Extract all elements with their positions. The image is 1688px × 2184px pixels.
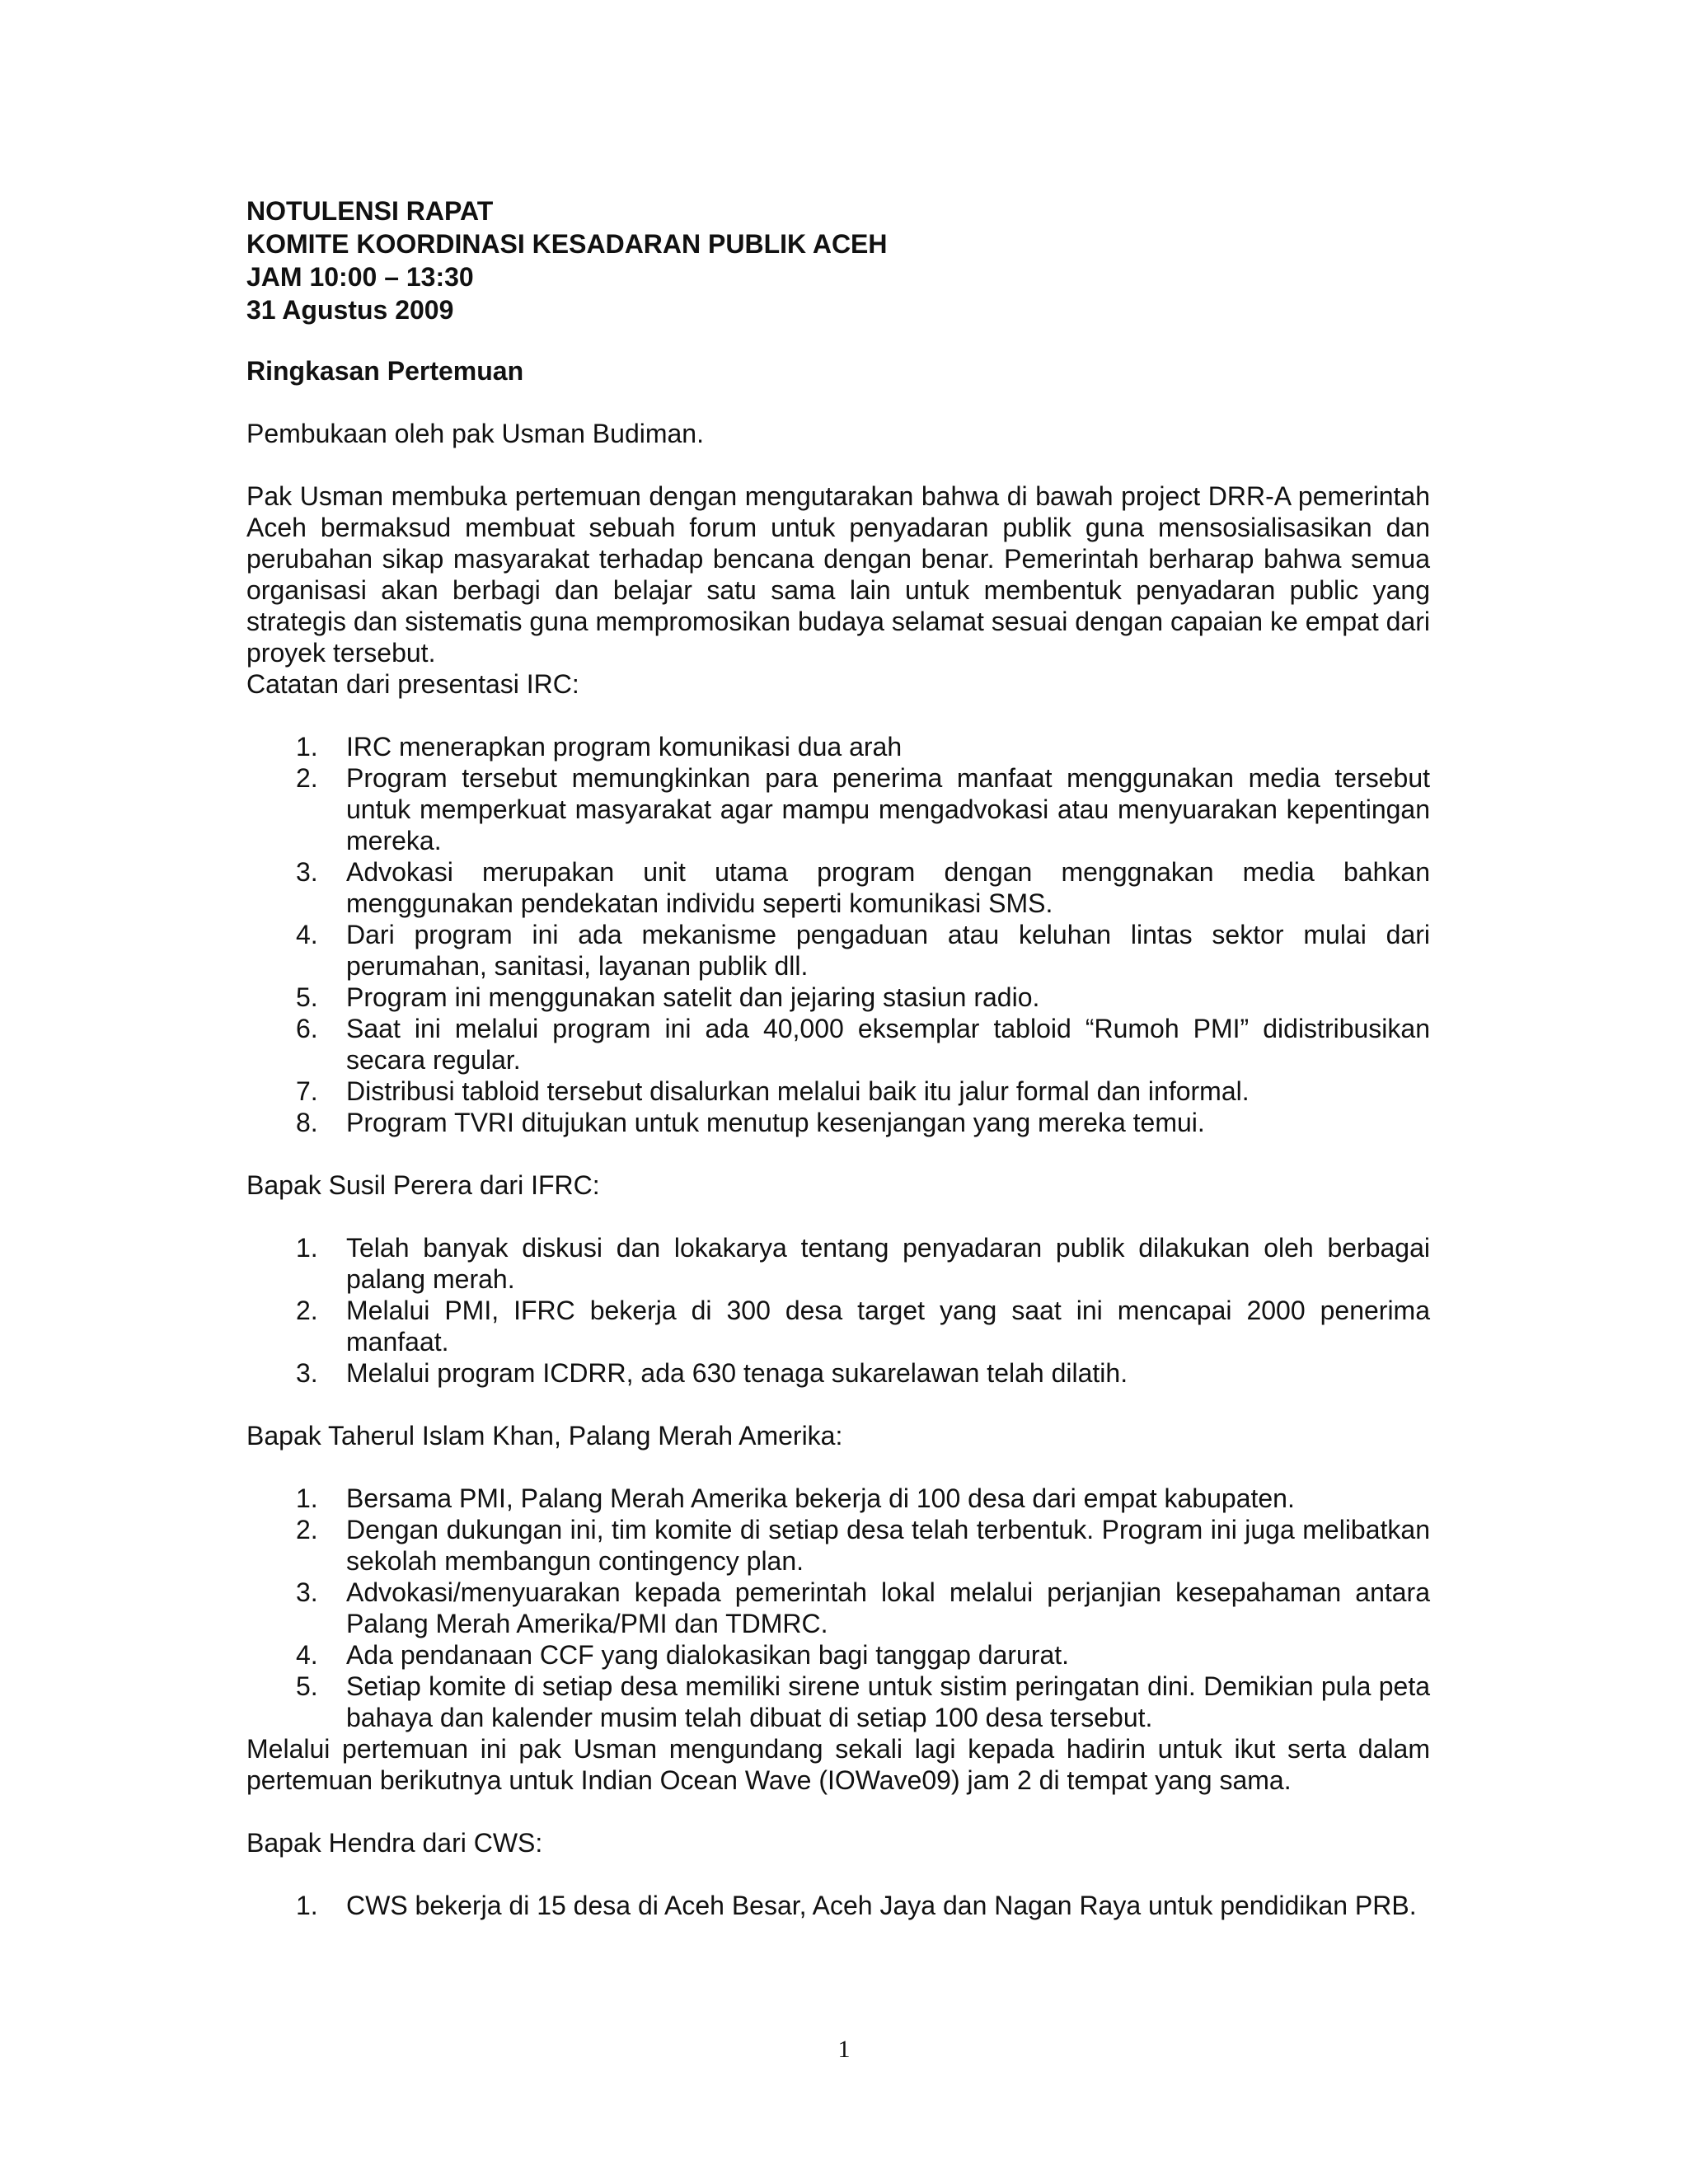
list-item xyxy=(246,1483,1430,1514)
list-text: Melalui PMI, IFRC bekerja di 300 desa target yang saat ini mencapai 2000 penerima manfaat. xyxy=(346,1296,1430,1357)
list-text: Program tersebut memungkinkan para penerima manfaat menggunakan media tersebut untuk memperkuat masyarakat agar mampu mengadvokasi atau menyuarakan kepentingan mereka. xyxy=(346,763,1430,855)
list-text: Setiap komite di setiap desa memiliki sirene untuk sistim peringatan dini. Demikian pula peta bahaya dan kalender musim telah dibuat di setiap 100 desa tersebut. xyxy=(346,1671,1430,1732)
list-item xyxy=(246,1577,1430,1639)
irc-list xyxy=(246,731,1430,1138)
header-date: 31 Agustus 2009 xyxy=(246,295,454,325)
list-text: Advokasi/menyuarakan kepada pemerintah lokal melalui perjanjian kesepahaman antara Palang Merah Amerika/PMI dan TDMRC. xyxy=(346,1577,1430,1638)
intro-paragraph: Pak Usman membuka pertemuan dengan mengutarakan bahwa di bawah project DRR-A pemerintah Aceh bermaksud membuat sebuah forum untuk penyadaran publik guna mensosialisasikan dan perubahan sikap masyarakat terhadap bencana dengan benar. Pemerintah berharap bahwa semua organisasi akan berbagi dan belajar satu sama lain untuk membentuk penyadaran public yang strategis dan sistematis guna mempromosikan budaya selamat sesuai dengan capaian ke empat dari proyek tersebut. xyxy=(246,481,1430,668)
opening-line: Pembukaan oleh pak Usman Budiman. xyxy=(246,419,704,448)
list-item xyxy=(246,762,1430,856)
list-number: 2. xyxy=(296,1515,318,1544)
list-text: Distribusi tabloid tersebut disalurkan melalui baik itu jalur formal dan informal. xyxy=(346,1076,1250,1106)
irc-label: Catatan dari presentasi IRC: xyxy=(246,669,579,699)
list-text: Program TVRI ditujukan untuk menutup kesenjangan yang mereka temui. xyxy=(346,1108,1205,1137)
list-text: Melalui program ICDRR, ada 630 tenaga sukarelawan telah dilatih. xyxy=(346,1358,1128,1388)
list-item xyxy=(246,1890,1430,1921)
list-item xyxy=(246,1295,1430,1357)
list-number: 8. xyxy=(296,1108,318,1137)
header-committee: KOMITE KOORDINASI KESADARAN PUBLIK ACEH xyxy=(246,229,888,259)
list-item xyxy=(246,1232,1430,1295)
list-number: 4. xyxy=(296,920,318,949)
list-number: 1. xyxy=(296,1891,318,1920)
list-item xyxy=(246,1107,1430,1138)
list-number: 7. xyxy=(296,1076,318,1106)
summary-title: Ringkasan Pertemuan xyxy=(246,356,524,386)
page-number: 1 xyxy=(837,2036,851,2063)
list-text: Bersama PMI, Palang Merah Amerika bekerja di 100 desa dari empat kabupaten. xyxy=(346,1483,1295,1513)
list-text: Saat ini melalui program ini ada 40,000 eksemplar tabloid “Rumoh PMI” didistribusikan secara regular. xyxy=(346,1014,1430,1075)
list-item xyxy=(246,856,1430,919)
list-number: 1. xyxy=(296,1233,318,1263)
list-text: Dari program ini ada mekanisme pengaduan atau keluhan lintas sektor mulai dari perumahan, sanitasi, layanan publik dll. xyxy=(346,920,1430,981)
document-header xyxy=(246,194,1430,326)
header-time: JAM 10:00 – 13:30 xyxy=(246,262,474,292)
list-number: 6. xyxy=(296,1014,318,1043)
list-item xyxy=(246,1671,1430,1733)
cws-list xyxy=(246,1890,1430,1921)
list-number: 1. xyxy=(296,1483,318,1513)
list-item xyxy=(246,1639,1430,1671)
ifrc-label: Bapak Susil Perera dari IFRC: xyxy=(246,1170,600,1200)
list-text: Dengan dukungan ini, tim komite di setiap desa telah terbentuk. Program ini juga melibatkan sekolah membangun contingency plan. xyxy=(346,1515,1430,1576)
list-text: Telah banyak diskusi dan lokakarya tentang penyadaran publik dilakukan oleh berbagai palang merah. xyxy=(346,1233,1430,1294)
list-item xyxy=(246,1076,1430,1107)
list-number: 5. xyxy=(296,982,318,1012)
invitation-paragraph: Melalui pertemuan ini pak Usman mengundang sekali lagi kepada hadirin untuk ikut serta dalam pertemuan berikutnya untuk Indian Ocean Wave (IOWave09) jam 2 di tempat yang sama. xyxy=(246,1734,1430,1795)
list-number: 2. xyxy=(296,763,318,793)
list-text: Program ini menggunakan satelit dan jejaring stasiun radio. xyxy=(346,982,1040,1012)
list-number: 3. xyxy=(296,1577,318,1607)
cws-label: Bapak Hendra dari CWS: xyxy=(246,1828,543,1858)
american-red-cross-label: Bapak Taherul Islam Khan, Palang Merah Amerika: xyxy=(246,1421,843,1451)
list-number: 1. xyxy=(296,732,318,762)
list-item xyxy=(246,1357,1430,1389)
list-item xyxy=(246,1013,1430,1076)
list-item xyxy=(246,919,1430,982)
list-text: IRC menerapkan program komunikasi dua arah xyxy=(346,732,903,762)
list-number: 2. xyxy=(296,1296,318,1325)
ifrc-list xyxy=(246,1232,1430,1389)
header-title: NOTULENSI RAPAT xyxy=(246,196,494,226)
list-item xyxy=(246,982,1430,1013)
list-number: 3. xyxy=(296,857,318,887)
list-number: 5. xyxy=(296,1671,318,1701)
list-item xyxy=(246,1514,1430,1577)
list-number: 4. xyxy=(296,1640,318,1670)
list-text: CWS bekerja di 15 desa di Aceh Besar, Aceh Jaya dan Nagan Raya untuk pendidikan PRB. xyxy=(346,1891,1417,1920)
list-text: Advokasi merupakan unit utama program dengan menggnakan media bahkan menggunakan pendekatan individu seperti komunikasi SMS. xyxy=(346,857,1430,918)
list-item xyxy=(246,731,1430,762)
list-text: Ada pendanaan CCF yang dialokasikan bagi tanggap darurat. xyxy=(346,1640,1070,1670)
american-red-cross-list xyxy=(246,1483,1430,1733)
document-content xyxy=(246,194,1430,1921)
list-number: 3. xyxy=(296,1358,318,1388)
